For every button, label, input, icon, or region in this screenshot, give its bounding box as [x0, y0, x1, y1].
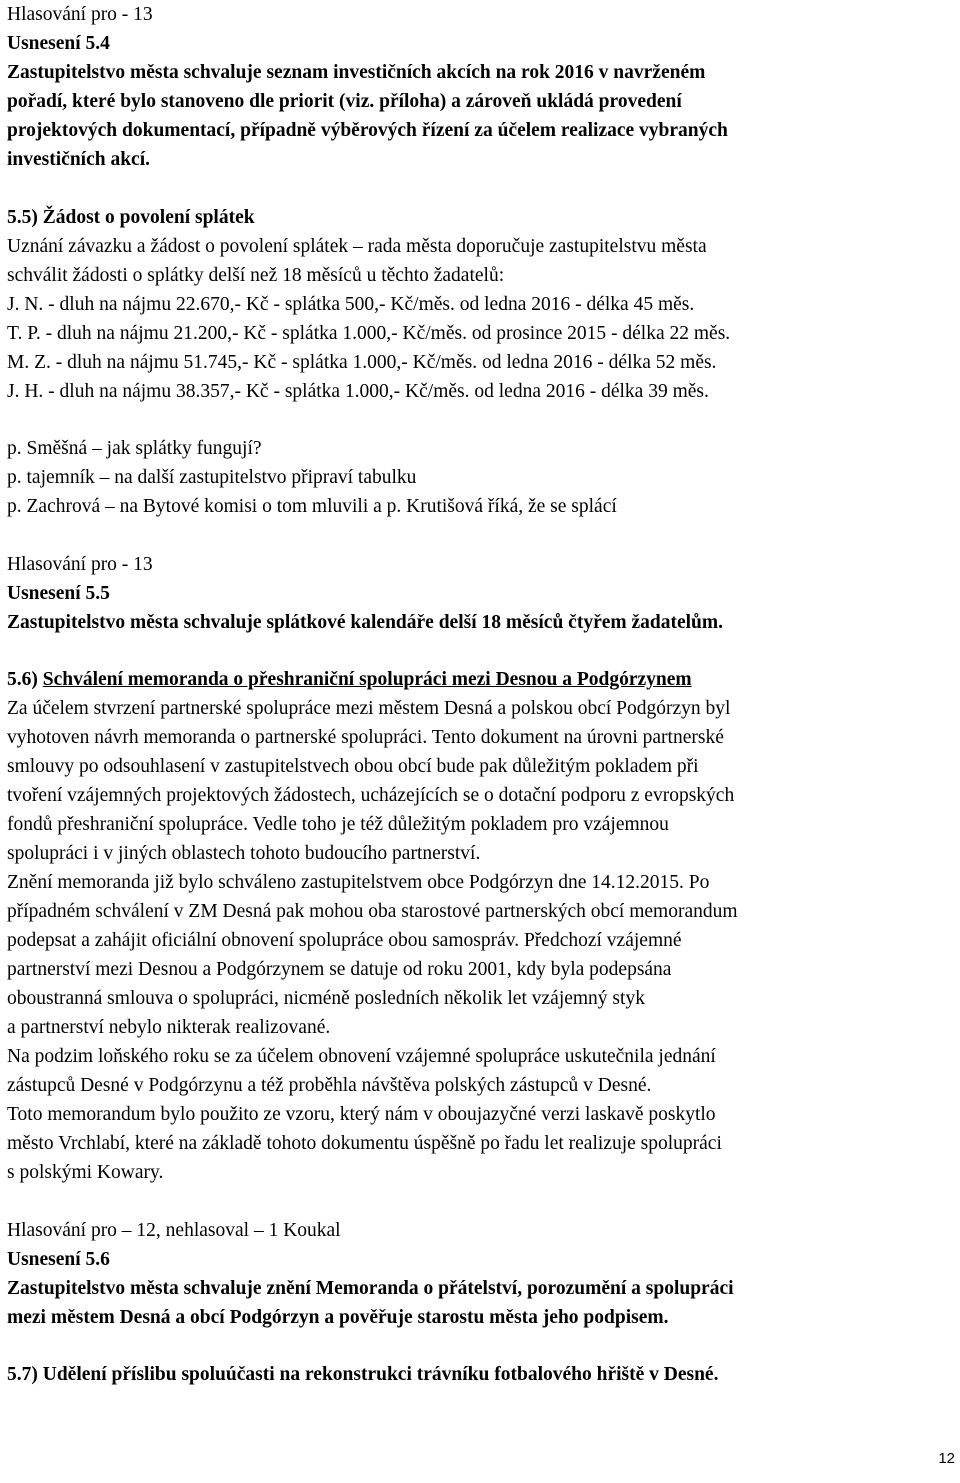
discussion-line: p. Směšná – jak splátky fungují? [7, 438, 262, 459]
vote-5-5 [7, 550, 952, 637]
vote-5-4 [7, 0, 952, 174]
resolution-text-line: pořadí, které bylo stanoveno dle priorit (viz. příloha) a zároveň ukládá provedení [7, 91, 682, 112]
body-line: Uznání závazku a žádost o povolení splátek – rada města doporučuje zastupitelstvu města [7, 235, 707, 257]
body-line: město Vrchlabí, které na základě tohoto dokumentu úspěšně po řadu let realizuje spolupráci [7, 1133, 722, 1154]
applicant-line: J. H. - dluh na nájmu 38.357,- Kč - splátka 1.000,- Kč/měs. od ledna 2016 - délka 39 měs. [7, 380, 709, 402]
body-line: případném schválení v ZM Desná pak mohou oba starostové partnerských obcí memorandum [7, 901, 738, 922]
resolution-number: Usnesení 5.5 [7, 582, 110, 604]
body-line: vyhotoven návrh memoranda o partnerské spolupráci. Tento dokument na úrovni partnerské [7, 727, 724, 748]
section-heading: 5.7) Udělení příslibu spoluúčasti na rekonstrukci trávníku fotbalového hřiště v Desné. [7, 1364, 719, 1385]
body-line: fondů přeshraniční spolupráce. Vedle toho je též důležitým pokladem pro vzájemnou [7, 814, 669, 835]
resolution-number: Usnesení 5.6 [7, 1248, 110, 1270]
resolution-number: Usnesení 5.4 [7, 33, 110, 54]
body-line: a partnerství nebylo nikterak realizované. [7, 1017, 331, 1038]
body-line: spolupráci i v jiných oblastech tohoto budoucího partnerství. [7, 843, 481, 864]
discussion-line: p. Zachrová – na Bytové komisi o tom mluvili a p. Krutišová říká, že se splácí [7, 496, 617, 517]
vote-result: Hlasování pro – 12, nehlasoval – 1 Koukal [7, 1219, 341, 1241]
vote-result: Hlasování pro - 13 [7, 4, 153, 25]
body-line: podepsat a zahájit oficiální obnovení spolupráce obou samospráv. Předchozí vzájemné [7, 930, 682, 951]
item-5-7 [7, 1360, 952, 1389]
page-number: 12 [938, 1450, 955, 1467]
body-line: oboustranná smlouva o spolupráci, nicméně posledních několik let vzájemný styk [7, 988, 645, 1009]
resolution-text-line: projektových dokumentací, případně výběrových řízení za účelem realizace vybraných [7, 120, 728, 141]
body-line: Toto memorandum bylo použito ze vzoru, který nám v oboujazyčné verzi laskavě poskytlo [7, 1104, 716, 1125]
section-number: 5.6) [7, 669, 43, 690]
resolution-text-line: investičních akcí. [7, 149, 151, 170]
body-line: partnerství mezi Desnou a Podgórzynem se datuje od roku 2001, kdy byla podepsána [7, 959, 672, 980]
body-line: smlouvy po odsouhlasení v zastupitelstvech obou obcí bude pak důležitým pokladem při [7, 756, 699, 777]
section-heading: 5.5) Žádost o povolení splátek [7, 206, 255, 228]
applicant-line: J. N. - dluh na nájmu 22.670,- Kč - splátka 500,- Kč/měs. od ledna 2016 - délka 45 měs. [7, 293, 695, 315]
body-line: schválit žádosti o splátky delší než 18 měsíců u těchto žadatelů: [7, 264, 505, 286]
resolution-text-line: mezi městem Desná a obcí Podgórzyn a pověřuje starostu města jeho podpisem. [7, 1306, 669, 1328]
section-heading [7, 665, 952, 694]
document-page [7, 0, 952, 1389]
body-line: tvoření vzájemných projektových žádostech, ucházejících se o dotační podporu z evropských [7, 785, 735, 806]
discussion-line: p. tajemník – na další zastupitelstvo připraví tabulku [7, 467, 417, 488]
vote-5-6 [7, 1216, 952, 1332]
resolution-text-line: Zastupitelstvo města schvaluje znění Memoranda o přátelství, porozumění a spolupráci [7, 1277, 734, 1299]
section-title: Schválení memoranda o přeshraniční spolupráci mezi Desnou a Podgórzynem [42, 669, 692, 690]
resolution-text-line: Zastupitelstvo města schvaluje seznam investičních akcích na rok 2016 v navrženém [7, 62, 706, 83]
body-line: zástupců Desné v Podgórzynu a též proběhla návštěva polských zástupců v Desné. [7, 1075, 652, 1096]
applicant-line: T. P. - dluh na nájmu 21.200,- Kč - splátka 1.000,- Kč/měs. od prosince 2015 - délka 22 měs. [7, 322, 731, 344]
body-line: Za účelem stvrzení partnerské spolupráce mezi městem Desná a polskou obcí Podgórzyn byl [7, 698, 731, 719]
body-line: Na podzim loňského roku se za účelem obnovení vzájemné spolupráce uskutečnila jednání [7, 1046, 716, 1067]
vote-result: Hlasování pro - 13 [7, 553, 153, 575]
item-5-6 [7, 665, 952, 1187]
applicant-line: M. Z. - dluh na nájmu 51.745,- Kč - splátka 1.000,- Kč/měs. od ledna 2016 - délka 52 měs. [7, 351, 717, 373]
body-line: s polskými Kowary. [7, 1162, 164, 1183]
resolution-text-line: Zastupitelstvo města schvaluje splátkové kalendáře delší 18 měsíců čtyřem žadatelům. [7, 611, 724, 633]
item-5-5 [7, 203, 952, 522]
body-line: Znění memoranda již bylo schváleno zastupitelstvem obce Podgórzyn dne 14.12.2015. Po [7, 872, 710, 893]
